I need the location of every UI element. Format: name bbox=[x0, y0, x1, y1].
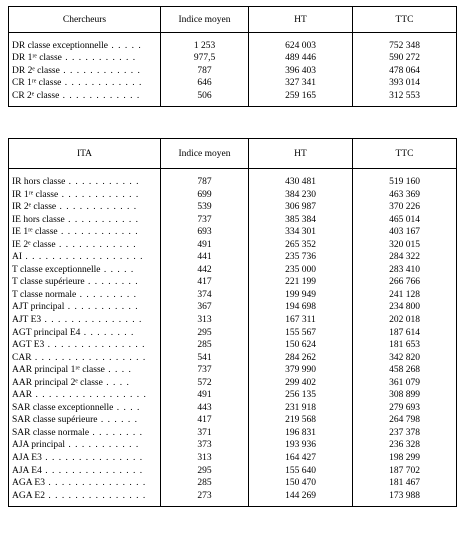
indice-value: 572 bbox=[161, 377, 249, 390]
row-label: CR 2ᵉ classe bbox=[12, 90, 60, 101]
row-label-cell bbox=[9, 389, 161, 402]
ttc-value: 236 328 bbox=[353, 439, 457, 452]
column-header-category: ITA bbox=[9, 139, 161, 169]
table-row bbox=[9, 226, 457, 239]
leader-dots: . . . . . . . . . . . bbox=[61, 53, 137, 64]
ht-value: 385 384 bbox=[249, 214, 353, 227]
row-label-cell bbox=[9, 377, 161, 390]
ttc-value: 187 614 bbox=[353, 327, 457, 340]
indice-value: 273 bbox=[161, 490, 249, 507]
table-row bbox=[9, 264, 457, 277]
leader-dots: . . . . . . bbox=[97, 415, 138, 426]
ht-value: 193 936 bbox=[249, 439, 353, 452]
table-row bbox=[9, 289, 457, 302]
row-label: AJA E4 bbox=[12, 465, 42, 476]
indice-value: 443 bbox=[161, 402, 249, 415]
row-label-cell bbox=[9, 189, 161, 202]
indice-value: 787 bbox=[161, 65, 249, 77]
indice-value: 787 bbox=[161, 169, 249, 189]
row-label-cell bbox=[9, 339, 161, 352]
row-label-cell bbox=[9, 90, 161, 107]
row-label-cell bbox=[9, 77, 161, 89]
row-label-cell bbox=[9, 251, 161, 264]
leader-dots: . . . . . . . . . . . . . . . bbox=[41, 453, 144, 464]
ht-value: 284 262 bbox=[249, 352, 353, 365]
indice-value: 693 bbox=[161, 226, 249, 239]
leader-dots: . . . . . . . . bbox=[89, 427, 144, 438]
leader-dots: . . . . . . . . . . . . bbox=[59, 90, 141, 101]
ttc-value: 478 064 bbox=[353, 65, 457, 77]
table-row bbox=[9, 339, 457, 352]
ht-value: 379 990 bbox=[249, 364, 353, 377]
row-label: DR classe exceptionnelle bbox=[12, 41, 109, 51]
ht-value: 624 003 bbox=[249, 33, 353, 53]
column-header-ttc: TTC bbox=[353, 139, 457, 169]
table-body bbox=[9, 33, 457, 107]
leader-dots: . . . . . bbox=[100, 264, 135, 275]
header-row bbox=[9, 7, 457, 33]
leader-dots: . . . . . . . . . . . . . . . . . . bbox=[22, 252, 144, 263]
table-row bbox=[9, 201, 457, 214]
table-row bbox=[9, 189, 457, 202]
row-label: T classe supérieure bbox=[12, 277, 85, 288]
row-label: CR 1ʳᵉ classe bbox=[12, 78, 62, 89]
table-row bbox=[9, 389, 457, 402]
row-label: AAR principal 1ʳᵉ classe bbox=[12, 365, 105, 376]
indice-value: 539 bbox=[161, 201, 249, 214]
table-row bbox=[9, 239, 457, 252]
row-label: SAR classe supérieure bbox=[12, 415, 98, 426]
row-label-cell bbox=[9, 439, 161, 452]
row-label-cell bbox=[9, 427, 161, 440]
table-row bbox=[9, 77, 457, 89]
row-label: AGA E2 bbox=[12, 490, 45, 501]
row-label-cell bbox=[9, 264, 161, 277]
row-label: AGA E3 bbox=[12, 478, 45, 489]
indice-value: 491 bbox=[161, 239, 249, 252]
leader-dots: . . . . . . . . bbox=[84, 277, 139, 288]
table-row bbox=[9, 90, 457, 107]
indice-value: 737 bbox=[161, 214, 249, 227]
row-label-cell bbox=[9, 52, 161, 64]
leader-dots: . . . . . . . . . . . . . . . bbox=[45, 490, 147, 501]
row-label-cell bbox=[9, 289, 161, 302]
row-label-cell bbox=[9, 364, 161, 377]
leader-dots: . . . . bbox=[104, 365, 132, 376]
table-row bbox=[9, 301, 457, 314]
leader-dots: . . . . . . . . . . . . . . . . . bbox=[32, 390, 147, 401]
ttc-value: 283 410 bbox=[353, 264, 457, 277]
row-label-cell bbox=[9, 65, 161, 77]
table-row bbox=[9, 414, 457, 427]
indice-value: 374 bbox=[161, 289, 249, 302]
indice-value: 506 bbox=[161, 90, 249, 107]
ht-value: 327 341 bbox=[249, 77, 353, 89]
indice-value: 313 bbox=[161, 452, 249, 465]
table-row bbox=[9, 276, 457, 289]
leader-dots: . . . . bbox=[102, 377, 130, 388]
row-label: AGT E3 bbox=[12, 340, 45, 351]
ht-value: 199 949 bbox=[249, 289, 353, 302]
row-label-cell bbox=[9, 414, 161, 427]
ht-value: 256 135 bbox=[249, 389, 353, 402]
ttc-value: 234 800 bbox=[353, 301, 457, 314]
ttc-value: 590 272 bbox=[353, 52, 457, 64]
ht-value: 334 301 bbox=[249, 226, 353, 239]
ttc-value: 266 766 bbox=[353, 276, 457, 289]
table-row bbox=[9, 33, 457, 53]
leader-dots: . . . . . . . . . . . . . . . bbox=[44, 340, 146, 351]
ht-value: 489 446 bbox=[249, 52, 353, 64]
indice-value: 417 bbox=[161, 414, 249, 427]
row-label-cell bbox=[9, 465, 161, 478]
ttc-value: 312 553 bbox=[353, 90, 457, 107]
indice-value: 491 bbox=[161, 389, 249, 402]
row-label: AJT principal bbox=[12, 302, 65, 313]
table-row bbox=[9, 402, 457, 415]
ttc-value: 393 014 bbox=[353, 77, 457, 89]
indice-value: 295 bbox=[161, 327, 249, 340]
row-label: IE 2ᵉ classe bbox=[12, 239, 56, 250]
ttc-value: 202 018 bbox=[353, 314, 457, 327]
row-label: IR 1ʳᵉ classe bbox=[12, 189, 59, 200]
indice-value: 285 bbox=[161, 339, 249, 352]
indice-value: 737 bbox=[161, 364, 249, 377]
indice-value: 285 bbox=[161, 477, 249, 490]
row-label: AI bbox=[12, 252, 23, 263]
table-row bbox=[9, 477, 457, 490]
column-header-indice: Indice moyen bbox=[161, 7, 249, 33]
indice-value: 442 bbox=[161, 264, 249, 277]
ttc-value: 458 268 bbox=[353, 364, 457, 377]
ht-value: 196 831 bbox=[249, 427, 353, 440]
row-label: DR 1ʳᵉ classe bbox=[12, 53, 62, 64]
ttc-value: 173 988 bbox=[353, 490, 457, 507]
ttc-value: 752 348 bbox=[353, 33, 457, 53]
row-label: T classe exceptionnelle bbox=[12, 264, 101, 275]
row-label-cell bbox=[9, 214, 161, 227]
ttc-value: 187 702 bbox=[353, 465, 457, 478]
column-header-indice: Indice moyen bbox=[161, 139, 249, 169]
leader-dots: . . . . . . . . . . . . bbox=[57, 227, 139, 238]
ht-value: 396 403 bbox=[249, 65, 353, 77]
indice-value: 295 bbox=[161, 465, 249, 478]
row-label: AJA E3 bbox=[12, 453, 42, 464]
ttc-value: 370 226 bbox=[353, 201, 457, 214]
ht-value: 221 199 bbox=[249, 276, 353, 289]
column-header-ht: HT bbox=[249, 139, 353, 169]
ttc-value: 342 820 bbox=[353, 352, 457, 365]
indice-value: 541 bbox=[161, 352, 249, 365]
indice-value: 441 bbox=[161, 251, 249, 264]
row-label: AGT principal E4 bbox=[12, 327, 81, 338]
ht-value: 144 269 bbox=[249, 490, 353, 507]
row-label-cell bbox=[9, 226, 161, 239]
row-label-cell bbox=[9, 490, 161, 507]
column-header-ht: HT bbox=[249, 7, 353, 33]
leader-dots: . . . . . . . . . . . bbox=[65, 177, 140, 187]
ttc-value: 403 167 bbox=[353, 226, 457, 239]
leader-dots: . . . . . . . . . . . . . . . bbox=[41, 465, 144, 476]
ttc-value: 463 369 bbox=[353, 189, 457, 202]
ht-value: 219 568 bbox=[249, 414, 353, 427]
ttc-value: 519 160 bbox=[353, 169, 457, 189]
ht-value: 150 470 bbox=[249, 477, 353, 490]
ht-value: 235 000 bbox=[249, 264, 353, 277]
row-label: CAR bbox=[12, 352, 32, 363]
ht-value: 150 624 bbox=[249, 339, 353, 352]
table-body bbox=[9, 169, 457, 507]
row-label-cell bbox=[9, 352, 161, 365]
ttc-value: 237 378 bbox=[353, 427, 457, 440]
leader-dots: . . . . . bbox=[108, 41, 142, 51]
ttc-value: 284 322 bbox=[353, 251, 457, 264]
ht-value: 164 427 bbox=[249, 452, 353, 465]
ttc-value: 320 015 bbox=[353, 239, 457, 252]
ttc-value: 361 079 bbox=[353, 377, 457, 390]
row-label-cell bbox=[9, 327, 161, 340]
row-label-cell bbox=[9, 201, 161, 214]
ttc-value: 198 299 bbox=[353, 452, 457, 465]
ht-value: 265 352 bbox=[249, 239, 353, 252]
table-row bbox=[9, 427, 457, 440]
ht-value: 155 640 bbox=[249, 465, 353, 478]
indice-value: 373 bbox=[161, 439, 249, 452]
ht-value: 384 230 bbox=[249, 189, 353, 202]
ht-value: 430 481 bbox=[249, 169, 353, 189]
indice-value: 313 bbox=[161, 314, 249, 327]
row-label-cell bbox=[9, 477, 161, 490]
leader-dots: . . . . . . . . . . . . bbox=[59, 65, 141, 76]
table-row bbox=[9, 251, 457, 264]
row-label-cell bbox=[9, 452, 161, 465]
leader-dots: . . . . . . . . . bbox=[76, 289, 137, 300]
leader-dots: . . . . . . . . . . . bbox=[64, 302, 139, 313]
row-label: IR 2ᵉ classe bbox=[12, 202, 57, 213]
ita-table bbox=[8, 138, 457, 507]
ttc-value: 279 693 bbox=[353, 402, 457, 415]
ttc-value: 241 128 bbox=[353, 289, 457, 302]
row-label-cell bbox=[9, 314, 161, 327]
table-row bbox=[9, 452, 457, 465]
table-row bbox=[9, 352, 457, 365]
row-label: SAR classe exceptionnelle bbox=[12, 402, 114, 413]
table-row bbox=[9, 327, 457, 340]
leader-dots: . . . . . . . . . . . . bbox=[61, 78, 143, 89]
ht-value: 231 918 bbox=[249, 402, 353, 415]
table-row bbox=[9, 314, 457, 327]
chercheurs-table bbox=[8, 6, 457, 107]
indice-value: 367 bbox=[161, 301, 249, 314]
row-label: IR hors classe bbox=[12, 177, 66, 187]
table-row bbox=[9, 377, 457, 390]
table-row bbox=[9, 65, 457, 77]
row-label: T classe normale bbox=[12, 289, 77, 300]
row-label-cell bbox=[9, 276, 161, 289]
leader-dots: . . . . . . . . . . . . . . . bbox=[45, 478, 147, 489]
ttc-value: 465 014 bbox=[353, 214, 457, 227]
ttc-value: 264 798 bbox=[353, 414, 457, 427]
row-label: AAR bbox=[12, 390, 33, 401]
column-header-category: Chercheurs bbox=[9, 7, 161, 33]
indice-value: 1 253 bbox=[161, 33, 249, 53]
leader-dots: . . . . bbox=[113, 402, 141, 413]
leader-dots: . . . . . . . . . . . . bbox=[58, 189, 140, 200]
leader-dots: . . . . . . . . . . . . . . . . . bbox=[31, 352, 147, 363]
table-row bbox=[9, 490, 457, 507]
ttc-value: 181 467 bbox=[353, 477, 457, 490]
ht-value: 259 165 bbox=[249, 90, 353, 107]
table-row bbox=[9, 364, 457, 377]
row-label: IE hors classe bbox=[12, 214, 65, 225]
leader-dots: . . . . . . . . bbox=[80, 327, 135, 338]
ht-value: 235 736 bbox=[249, 251, 353, 264]
table-row bbox=[9, 439, 457, 452]
row-label: SAR classe normale bbox=[12, 427, 90, 438]
leader-dots: . . . . . . . . . . . bbox=[65, 440, 140, 451]
row-label-cell bbox=[9, 301, 161, 314]
table-row bbox=[9, 52, 457, 64]
leader-dots: . . . . . . . . . . . bbox=[64, 214, 140, 225]
ttc-value: 181 653 bbox=[353, 339, 457, 352]
indice-value: 977,5 bbox=[161, 52, 249, 64]
row-label-cell bbox=[9, 239, 161, 252]
table-row bbox=[9, 169, 457, 189]
indice-value: 699 bbox=[161, 189, 249, 202]
table-row bbox=[9, 465, 457, 478]
column-header-ttc: TTC bbox=[353, 7, 457, 33]
ht-value: 167 311 bbox=[249, 314, 353, 327]
indice-value: 646 bbox=[161, 77, 249, 89]
row-label-cell bbox=[9, 402, 161, 415]
row-label-cell bbox=[9, 33, 161, 53]
ht-value: 194 698 bbox=[249, 301, 353, 314]
table-row bbox=[9, 214, 457, 227]
ht-value: 155 567 bbox=[249, 327, 353, 340]
indice-value: 371 bbox=[161, 427, 249, 440]
header-row bbox=[9, 139, 457, 169]
indice-value: 417 bbox=[161, 276, 249, 289]
row-label: DR 2ᵉ classe bbox=[12, 65, 60, 76]
row-label: AJA principal bbox=[12, 440, 66, 451]
leader-dots: . . . . . . . . . . . . bbox=[55, 239, 137, 250]
row-label: IE 1ʳᵉ classe bbox=[12, 227, 58, 238]
row-label-cell bbox=[9, 169, 161, 189]
ht-value: 299 402 bbox=[249, 377, 353, 390]
row-label: AJT E3 bbox=[12, 315, 42, 326]
leader-dots: . . . . . . . . . . . . . . . bbox=[41, 315, 143, 326]
ht-value: 306 987 bbox=[249, 201, 353, 214]
row-label: AAR principal 2ᵉ classe bbox=[12, 377, 103, 388]
leader-dots: . . . . . . . . . . . . bbox=[56, 202, 138, 213]
ttc-value: 308 899 bbox=[353, 389, 457, 402]
